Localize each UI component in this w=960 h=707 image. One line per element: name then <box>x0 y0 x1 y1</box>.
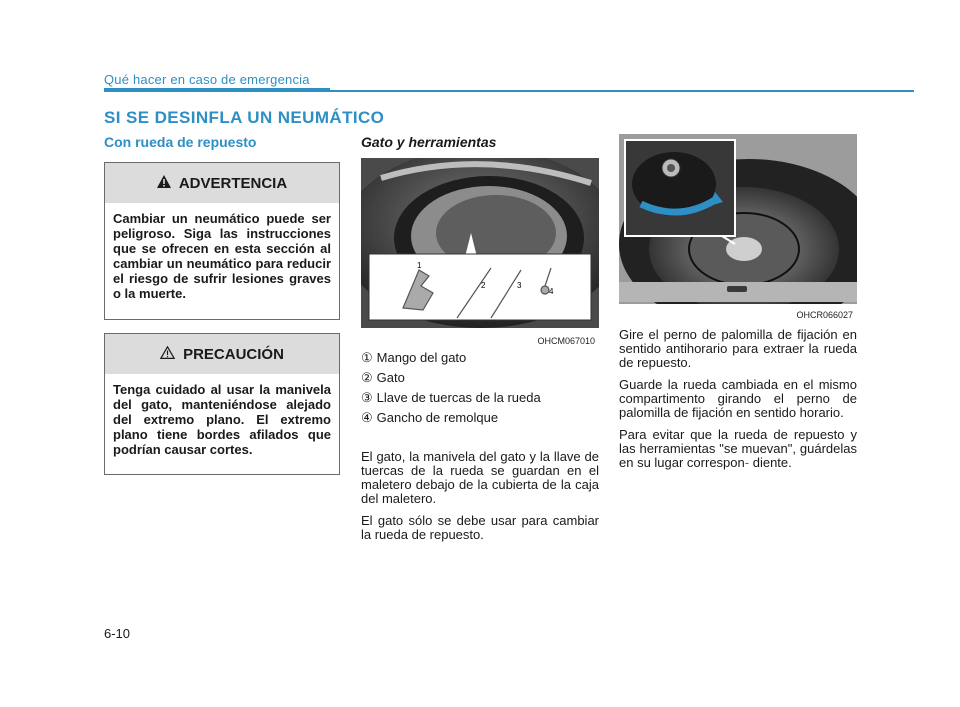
list-item: ③ Llave de tuercas de la rueda <box>361 390 541 405</box>
header-tab-underline <box>104 88 330 92</box>
callout-2: 2 <box>481 281 486 290</box>
right-text <box>619 328 857 478</box>
hyphen: - <box>744 455 750 470</box>
paragraph: Gire el perno de palomilla de fijación en sentido antihorario para extraer la rueda de repuesto. <box>619 327 857 370</box>
tool-list <box>361 350 599 430</box>
subtitle-jack-tools: Gato y herramientas <box>361 134 497 150</box>
caution-triangle-icon <box>160 346 175 363</box>
warning-header <box>105 163 339 203</box>
list-item: ② Gato <box>361 370 405 385</box>
middle-text <box>361 450 599 550</box>
warning-box <box>104 162 340 320</box>
image-code: OHCR066027 <box>796 310 853 320</box>
paragraph: Guarde la rueda cambiada en el mismo compartimento girando el perno de palomilla de fijación en sentido horario. <box>619 377 857 420</box>
image-code: OHCM067010 <box>537 336 595 346</box>
warning-text: Cambiar un neumático puede ser peligroso. Siga las instrucciones que se ofrecen en esta sección al cambiar un neumático para reducir el riesgo de sufrir lesiones graves o la muerte. <box>113 211 331 301</box>
caution-box <box>104 333 340 475</box>
paragraph: El gato, la manivela del gato y la llave de tuercas de la rueda se guardan en el maletero debajo de la cubierta de la caja del maletero. <box>361 449 599 506</box>
callout-4: 4 <box>549 287 554 296</box>
page-number: 6-10 <box>104 626 131 641</box>
section-header: Qué hacer en caso de emergencia <box>104 72 310 87</box>
caution-text: Tenga cuidado al usar la manivela del gato, manteniéndose alejado del extremo plano. El extremo plano tiene bordes afilados que podrían causar cortes. <box>113 382 331 457</box>
paragraph: Para evitar que la rueda de repuesto y las herramientas "se muevan", guárdelas en su lugar correspon- diente. <box>619 427 857 470</box>
list-item: ① Mango del gato <box>361 350 467 365</box>
callout-1: 1 <box>417 261 422 270</box>
caution-header <box>105 334 339 374</box>
paragraph: El gato sólo se debe usar para cambiar la rueda de repuesto. <box>361 513 599 542</box>
caution-title: PRECAUCIÓN <box>183 345 284 363</box>
warning-title: ADVERTENCIA <box>178 174 288 192</box>
warning-triangle-icon <box>157 175 171 192</box>
callout-3: 3 <box>517 281 522 290</box>
spare-wheel-photo <box>619 134 857 322</box>
jack-tools-photo <box>361 158 599 348</box>
page-title: SI SE DESINFLA UN NEUMÁTICO <box>104 108 385 127</box>
subtitle-spare-wheel: Con rueda de repuesto <box>104 134 257 150</box>
list-item: ④ Gancho de remolque <box>361 410 499 425</box>
